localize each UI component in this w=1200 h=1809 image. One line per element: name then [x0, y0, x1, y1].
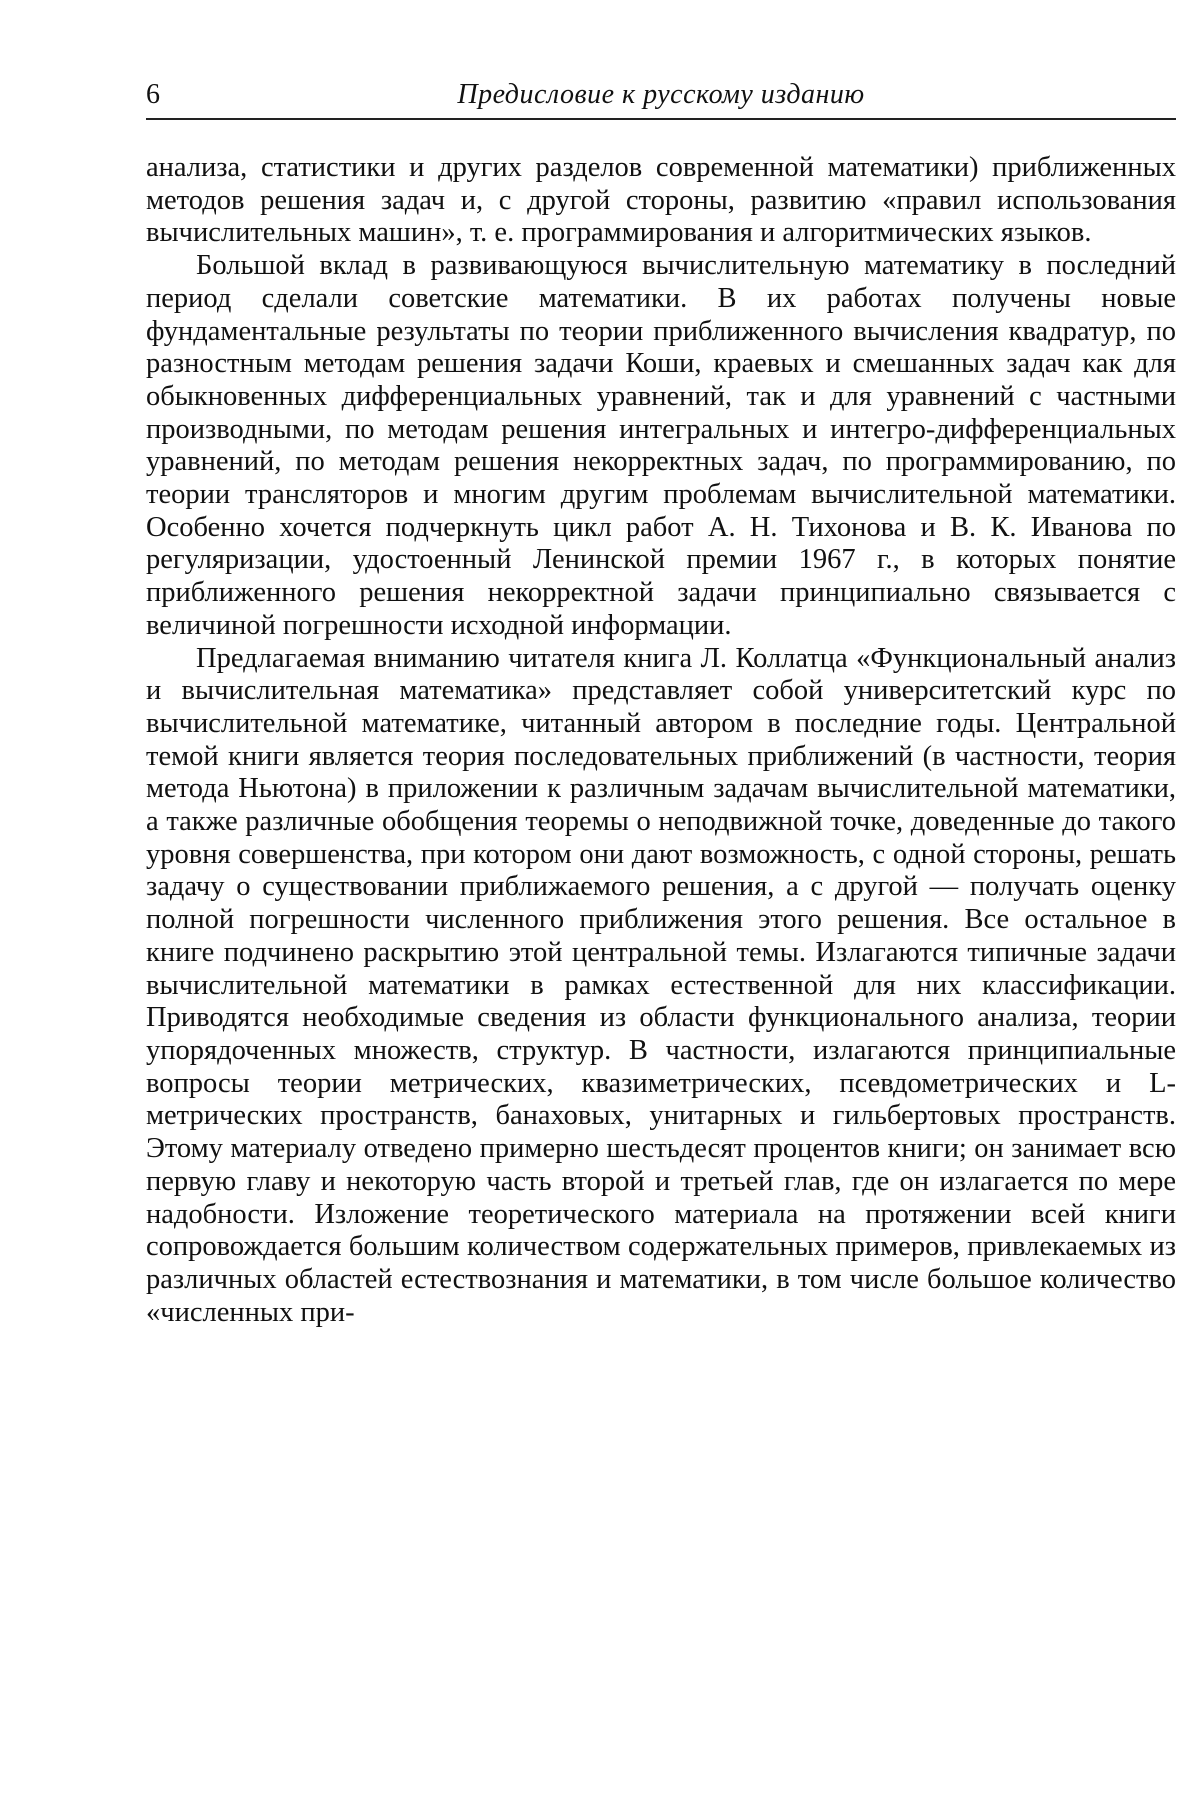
- page-number: 6: [146, 79, 160, 110]
- paragraph-soviet-contributions: Большой вклад в развивающуюся вычислительную математику в последний период сделали советские математики. В их работах получены новые фундаментальные результаты по теории приближенного вычисления квадратур, по разностным методам решения задачи Коши, краевых и смешанных задач как для обыкновенных дифференциальных уравнений, так и для уравнений с частными производными, по методам решения интегральных и интегро-дифференциальных уравнений, по методам решения некорректных задач, по программированию, по теории трансляторов и многим другим проблемам вычислительной математики. Особенно хочется подчеркнуть цикл работ А. Н. Тихонова и В. К. Иванова по регуляризации, удостоенный Ленинской премии 1967 г., в которых понятие приближенного решения некорректной задачи принципиально связывается с величиной погрешности исходной информации.: [146, 250, 1176, 641]
- paragraph-continued: анализа, статистики и других разделов современной математики) приближенных методов решения задач и, с другой стороны, развитию «правил использования вычислительных машин», т. е. программирования и алгоритмических языков.: [146, 152, 1176, 249]
- header-rule: [146, 118, 1176, 120]
- body-text: [146, 152, 1176, 1329]
- running-head: [146, 78, 1176, 118]
- paragraph-book-description: Предлагаемая вниманию читателя книга Л. Коллатца «Функциональный анализ и вычислительная математика» представляет собой университетский курс по вычислительной математике, читанный автором в последние годы. Центральной темой книги является теория последовательных приближений (в частности, теория метода Ньютона) в приложении к различным задачам вычислительной математики, а также различные обобщения теоремы о неподвижной точке, доведенные до такого уровня совершенства, при котором они дают возможность, с одной стороны, решать задачу о существовании приближаемого решения, а с другой — получать оценку полной погрешности численного приближения этого решения. Все остальное в книге подчинено раскрытию этой центральной темы. Излагаются типичные задачи вычислительной математики в рамках естественной для них классификации. Приводятся необходимые сведения из области функционального анализа, теории упорядоченных множеств, структур. В частности, излагаются принципиальные вопросы теории метрических, квазиметрических, псевдометрических и L-метрических пространств, банаховых, унитарных и гильбертовых пространств. Этому материалу отведено примерно шестьдесят процентов книги; он занимает всю первую главу и некоторую часть второй и третьей глав, где он излагается по мере надобности. Изложение теоретического материала на протяжении всей книги сопровождается большим количеством содержательных примеров, привлекаемых из различных областей естествознания и математики, в том числе большое количество «численных при-: [146, 642, 1176, 1328]
- running-head-title: Предисловие к русскому изданию: [457, 79, 865, 110]
